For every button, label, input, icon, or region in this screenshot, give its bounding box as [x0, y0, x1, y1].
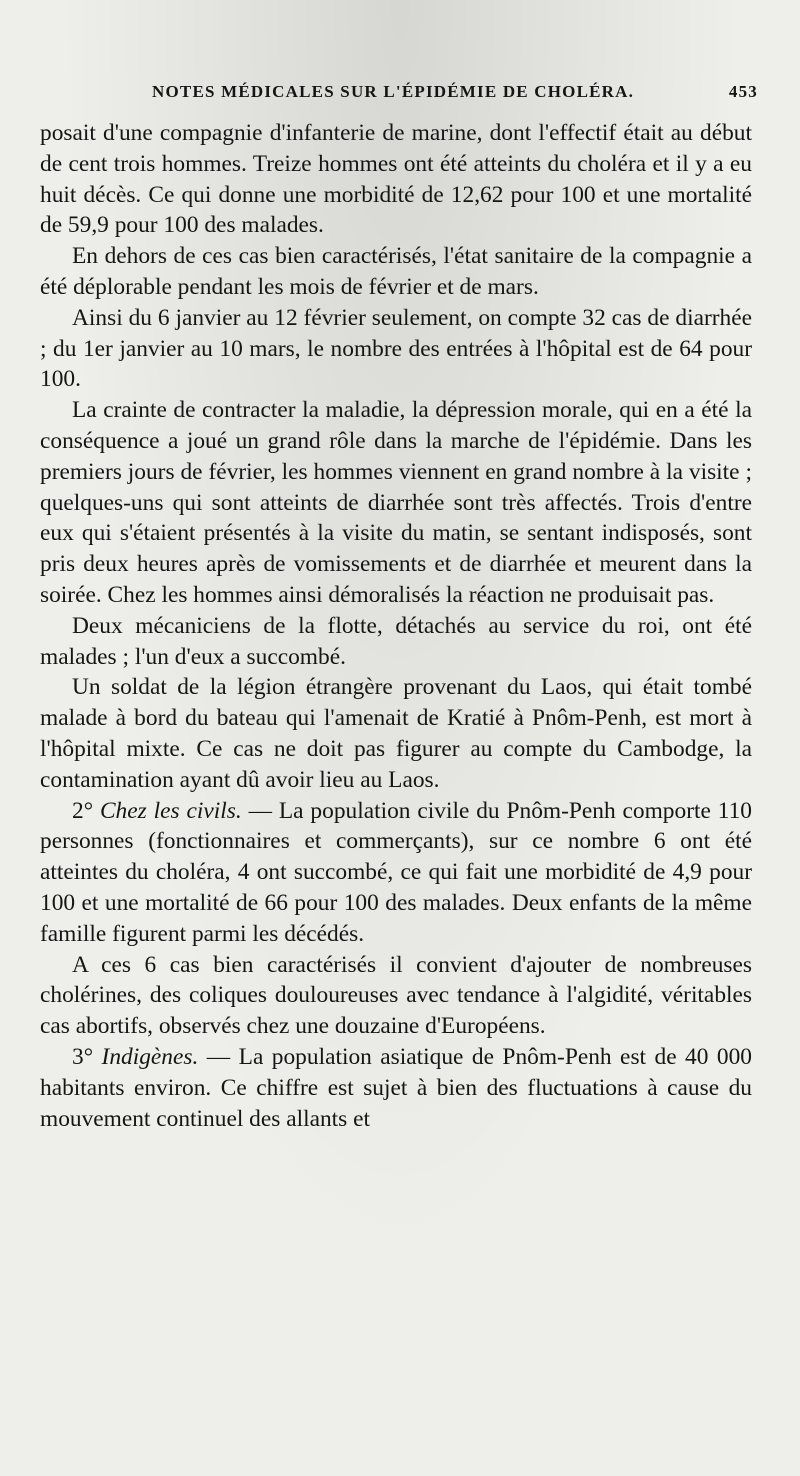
section-indigenes-title: Indigènes.: [101, 1043, 199, 1070]
paragraph-after-civils: A ces 6 cas bien caractérisés il convient d'ajouter de nombreuses cholérines, des coliques douloureuses avec tendance à l'algidité, véritables cas abortifs, observés chez une douzaine d'Européens.: [40, 951, 752, 1040]
paragraph-1: posait d'une compagnie d'infanterie de marine, dont l'effectif était au début de cent trois hommes. Treize hommes ont été atteints du choléra et il y a eu huit décès. Ce qui donne une morbidité de 12,62 pour 100 et une mortalité de 59,9 pour 100 des malades.: [40, 120, 752, 239]
paragraph-6: Un soldat de la légion étrangère provenant du Laos, qui était tombé malade à bord du bateau qui l'amenait de Kratié à Pnôm-Penh, est mort à l'hôpital mixte. Ce cas ne doit pas figurer au compte du Cambodge, la contamination ayant dû avoir lieu au Laos.: [40, 674, 752, 793]
paragraph-2: En dehors de ces cas bien caractérisés, l'état sanitaire de la compagnie a été déplorable pendant les mois de février et de mars.: [40, 243, 752, 300]
page-number: 453: [728, 82, 758, 101]
section-civils-title: Chez les civils.: [99, 797, 242, 824]
running-head: NOTES MÉDICALES SUR L'ÉPIDÉMIE DE CHOLÉRA.: [152, 82, 635, 101]
section-indigenes: [40, 1042, 752, 1134]
body-text: [40, 118, 752, 1134]
section-indigenes-text: — La population asiatique de Pnôm-Penh est de 40 000 habitants environ. Ce chiffre est sujet à bien des fluctuations à cause du mouvement continuel des allants et: [40, 1043, 752, 1132]
paragraph-4: La crainte de contracter la maladie, la dépression morale, qui en a été la conséquence a joué un grand rôle dans la marche de l'épidémie. Dans les premiers jours de février, les hommes viennent en grand nombre à la visite ; quelques-uns qui sont atteints de diarrhée sont très affectés. Trois d'entre eux qui s'étaient présentés à la visite du matin, se sentant indisposés, sont pris deux heures après de vomissements et de diarrhée et meurent dans la soirée. Chez les hommes ainsi démoralisés la réaction ne produisait pas.: [40, 397, 752, 608]
section-indigenes-marker: 3°: [72, 1043, 94, 1070]
section-civils-marker: 2°: [72, 797, 94, 824]
paragraph-5: Deux mécaniciens de la flotte, détachés au service du roi, ont été malades ; l'un d'eux a succombé.: [40, 612, 752, 670]
paragraph-3: Ainsi du 6 janvier au 12 février seulement, on compte 32 cas de diarrhée ; du 1er janvier au 10 mars, le nombre des entrées à l'hôpital est de 64 pour 100.: [40, 304, 752, 393]
page-header: [40, 82, 760, 108]
section-civils: [40, 796, 752, 950]
section-civils-text: — La population civile du Pnôm-Penh comporte 110 personnes (fonctionnaires et commerçants), sur ce nombre 6 ont été atteintes du choléra, 4 ont succombé, ce qui fait une morbidité de 4,9 pour 100 et une mortalité de 66 pour 100 des malades. Deux enfants de la même famille figurent parmi les décédés.: [40, 797, 752, 947]
